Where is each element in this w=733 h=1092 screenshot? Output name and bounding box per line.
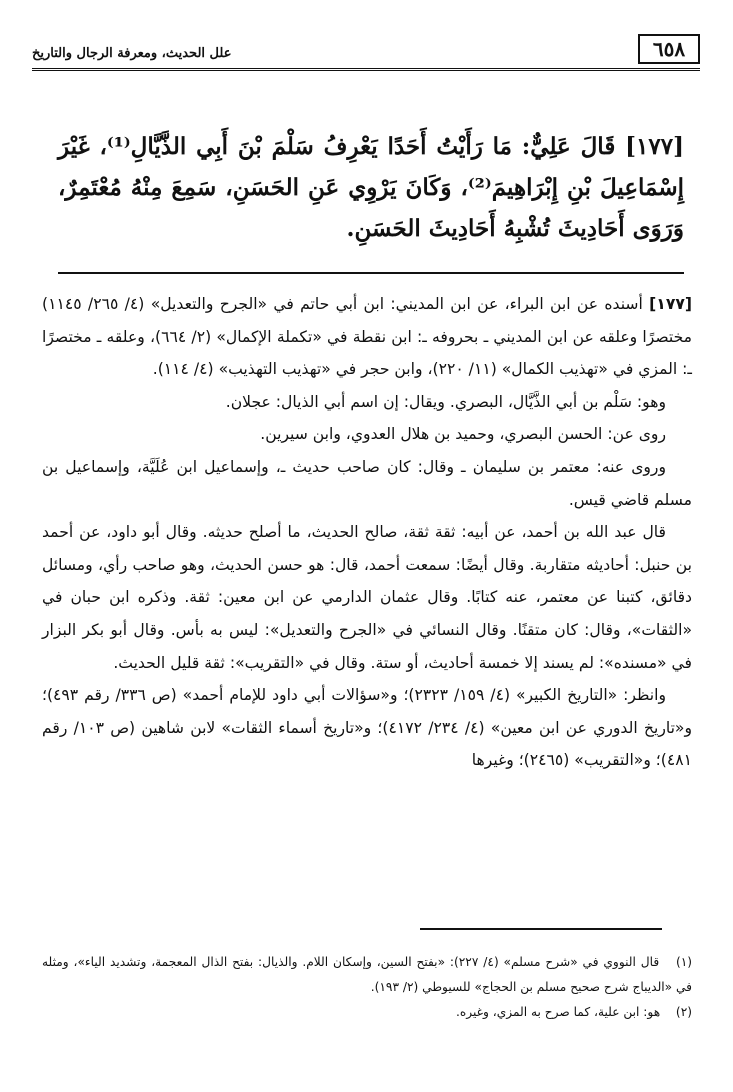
footnote (42, 950, 692, 1000)
footnote (42, 1000, 692, 1025)
footnote-mark: (١) (675, 955, 693, 969)
main-text-body: قَالَ عَلِيٌّ: مَا رَأَيْتُ أَحَدًا يَعْرِفُ سَلْمَ بْنَ أَبِي الذَّيَّالِ⁽¹⁾، غَيْرَ إِسْمَاعِيلَ بْنِ إِبْرَاهِيمَ⁽²⁾، وَكَانَ يَرْوِي عَنِ الحَسَنِ، سَمِعَ مِنْهُ مُعْتَمِرٌ، وَرَوَى أَحَادِيثَ تُشْبِهُ أَحَادِيثَ الحَسَنِ. (58, 133, 685, 242)
commentary-paragraph: [١٧٧] أسنده عن ابن البراء، عن ابن المديني: ابن أبي حاتم في «الجرح والتعديل» (٤/ ٢٦٥/ ١١٤٥) مختصرًا وعلقه عن ابن المديني ـ بحروفه ـ: ابن نقطة في «تكملة الإكمال» (٢/ ٦٦٤)، وعلقه ـ مختصرًا ـ: المزي في «تهذيب الكمال» (١١/ ٢٢٠)، وابن حجر في «تهذيب التهذيب» (٤/ ١١٤). (42, 295, 692, 379)
footnotes-block (42, 950, 692, 1025)
footnote-divider (420, 928, 662, 930)
main-text-number: [١٧٧] (625, 133, 684, 160)
page-number: ٦٥٨ (638, 34, 700, 64)
main-text-block (58, 126, 684, 249)
commentary-paragraph: قال عبد الله بن أحمد، عن أبيه: ثقة ثقة، صالح الحديث، ما أصلح حديثه. وقال أبو داود، عن أحمد بن حنبل: أحاديثه متقاربة. وقال أيضًا: سمعت أحمد، قال: هو حسن الحديث، وهو صاحب رأي، ومسائل دقائق، كتبنا عن معتمر، عنه كتابًا. وقال عثمان الدارمي عن ابن معين: ثقة. وذكره ابن حبان في «الثقات»، وقال: كان متقنًا. وقال النسائي في «الجرح والتعديل»: ليس به بأس. وقال أبو بكر البزار في «مسنده»: لم يسند إلا خمسة أحاديث، أو ستة. وقال في «التقريب»: ثقة قليل الحديث. (42, 523, 692, 672)
section-divider (58, 272, 684, 274)
running-title: علل الحديث، ومعرفة الرجال والتاريخ (32, 46, 232, 61)
commentary-paragraph: وهو: سَلْم بن أبي الذَّيَّال، البصري. ويقال: إن اسم أبي الذيال: عجلان. (225, 392, 666, 411)
footnote-text: قال النووي في «شرح مسلم» (٤/ ٢٢٧): «بفتح السين، وإسكان اللام. والذيال: بفتح الذال المعجمة، وتشديد الياء»، ومثله في «الديباج شرح صحيح مسلم بن الحجاج» للسيوطي (٢/ ١٩٣). (42, 955, 692, 994)
footnote-mark: (٢) (675, 1005, 692, 1019)
commentary-block (42, 288, 692, 777)
commentary-number: [١٧٧] (649, 295, 692, 313)
footnote-text: هو: ابن علية، كما صرح به المزي، وغيره. (455, 1005, 661, 1019)
header-rule (32, 68, 700, 74)
commentary-paragraph: وانظر: «التاريخ الكبير» (٤/ ١٥٩/ ٢٣٢٣)؛ و«سؤالات أبي داود للإمام أحمد» (ص ٣٣٦/ رقم ٤٩٣)؛ و«تاريخ الدوري عن ابن معين» (٤/ ٢٣٤/ ٤١٧٢)؛ و«تاريخ أسماء الثقات» لابن شاهين (ص ١٠٣/ رقم ٤٨١)؛ و«التقريب» (٢٤٦٥)؛ وغيرها (42, 686, 693, 770)
page-header (32, 34, 700, 74)
commentary-paragraph: وروى عنه: معتمر بن سليمان ـ وقال: كان صاحب حديث ـ، وإسماعيل ابن عُلَيَّة، وإسماعيل بن مسلم قاضي قيس. (42, 457, 692, 509)
commentary-paragraph: روى عن: الحسن البصري، وحميد بن هلال العدوي، وابن سيرين. (260, 425, 666, 444)
